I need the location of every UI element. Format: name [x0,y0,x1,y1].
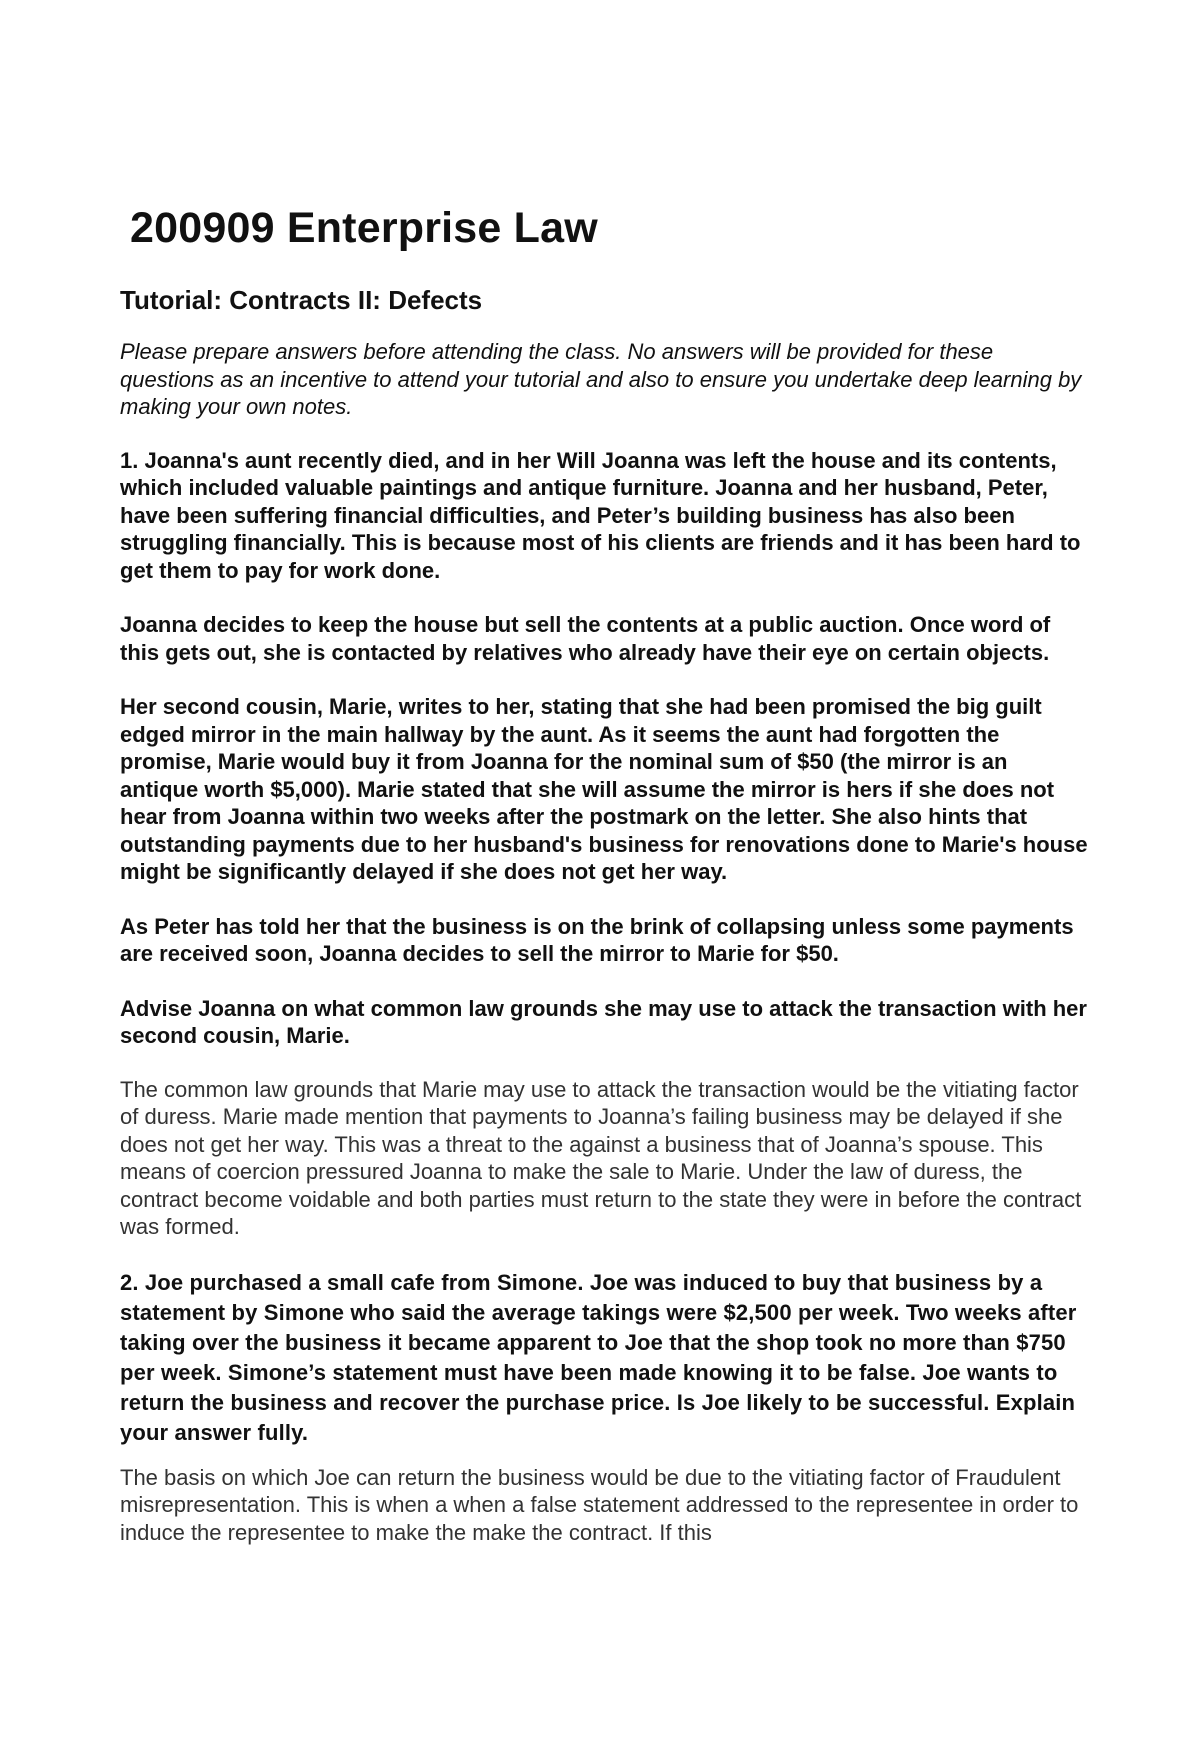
question-1-paragraph-3: Her second cousin, Marie, writes to her, stating that she had been promised the big guilt edged mirror in the main hallway by the aunt. As it seems the aunt had forgotten the promise, Marie would buy it from Joanna for the nominal sum of $50 (the mirror is an antique worth $5,000). Marie stated that she will assume the mirror is hers if she does not hear from Joanna within two weeks after the postmark on the letter. She also hints that outstanding payments due to her husband's business for renovations done to Marie's house might be significantly delayed if she does not get her way. [120,694,1088,884]
question-1-paragraph-2: Joanna decides to keep the house but sell the contents at a public auction. Once word of this gets out, she is contacted by relatives who already have their eye on certain objects. [120,612,1051,665]
document-body [120,202,1090,1546]
question-2: 2. Joe purchased a small cafe from Simone. Joe was induced to buy that business by a statement by Simone who said the average takings were $2,500 per week. Two weeks after taking over the business it became apparent to Joe that the shop took no more than $750 per week. Simone’s statement must have been made knowing it to be false. Joe wants to return the business and recover the purchase price. Is Joe likely to be successful. Explain your answer fully. [120,1269,1077,1445]
answer-1: The common law grounds that Marie may use to attack the transaction would be the vitiating factor of duress. Marie made mention that payments to Joanna’s failing business may be delayed if she does not get her way. This was a threat to the against a business that of Joanna’s spouse. This means of coercion pressured Joanna to make the sale to Marie. Under the law of duress, the contract become voidable and both parties must return to the state they were in before the contract was formed. [120,1076,1082,1239]
answer-2: The basis on which Joe can return the business would be due to the vitiating factor of Fraudulent misrepresentation. This is when a when a false statement addressed to the representee in order to induce the representee to make the make the contract. If this [120,1464,1079,1545]
question-1-paragraph-4: As Peter has told her that the business is on the brink of collapsing unless some payments are received soon, Joanna decides to sell the mirror to Marie for $50. [120,913,1074,966]
document-title: 200909 Enterprise Law [130,204,598,252]
question-1-prompt: Advise Joanna on what common law grounds she may use to attack the transaction with her second cousin, Marie. [120,995,1087,1048]
intro-paragraph: Please prepare answers before attending the class. No answers will be provided for these questions as an incentive to attend your tutorial and also to ensure you undertake deep learning by making your own notes. [120,339,1082,419]
tutorial-heading: Tutorial: Contracts II: Defects [120,285,483,315]
question-1-paragraph-1: 1. Joanna's aunt recently died, and in her Will Joanna was left the house and its contents, which included valuable paintings and antique furniture. Joanna and her husband, Peter, have been suffering financial difficulties, and Peter’s building business has also been struggling financially. This is because most of his clients are friends and it has been hard to get them to pay for work done. [120,447,1081,583]
